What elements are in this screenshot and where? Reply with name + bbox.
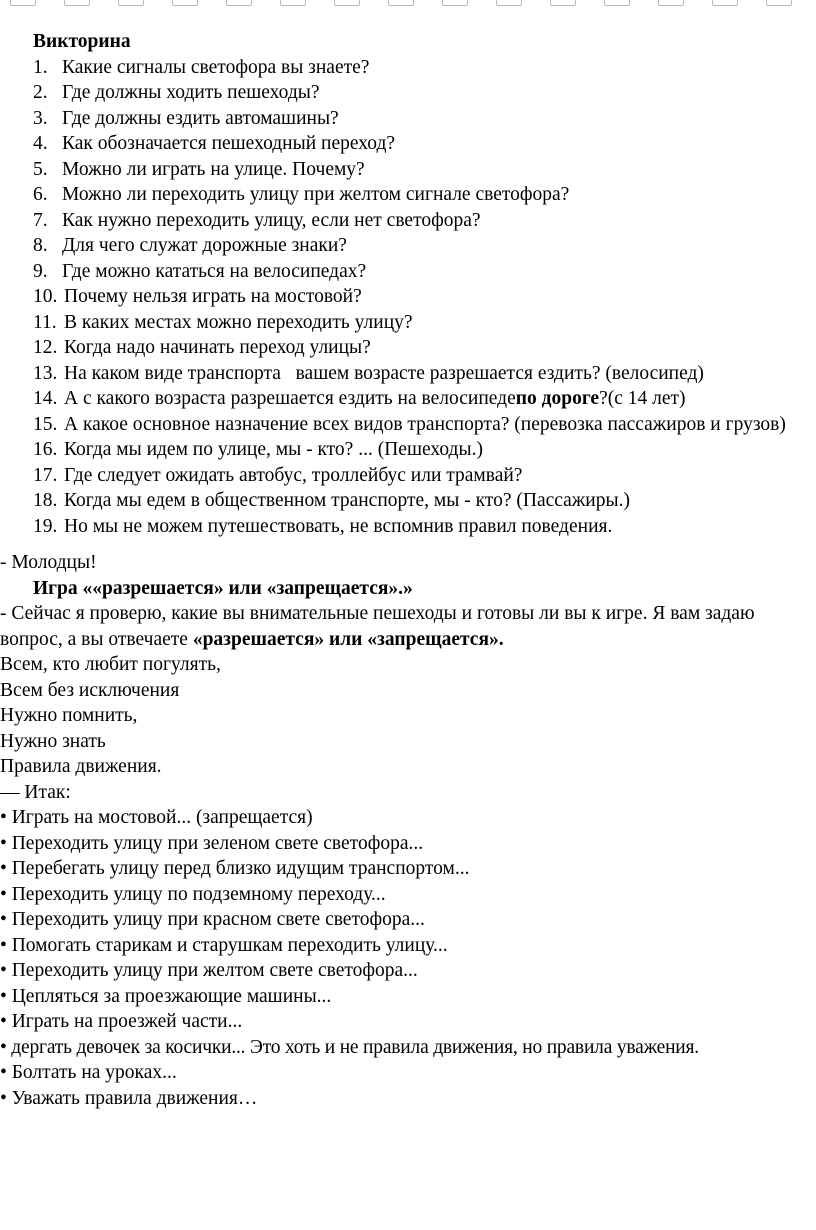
game-bullet-list	[0, 805, 816, 1111]
poem-block	[0, 652, 816, 780]
question-number: 13.	[33, 362, 58, 384]
question-text: Когда мы идем по улице, мы - кто? ... (Пешеходы.)	[64, 439, 483, 460]
question-text: А какое основное назначение всех видов транспорта? (перевозка пассажиров и грузов)	[64, 413, 786, 435]
quiz-question	[0, 131, 816, 157]
game-bullet-item: • дергать девочек за косички... Это хоть и не правила движения, но правила уважения.	[0, 1036, 699, 1058]
question-text: А с какого возраста разрешается ездить на велосипеде	[64, 388, 516, 409]
game-bullet-item: • Играть на проезжей части...	[0, 1011, 243, 1032]
game-title-text: Игра ««разрешается» или «запрещается».»	[33, 577, 413, 599]
question-text: Где следует ожидать автобус, троллейбус или трамвай?	[64, 464, 523, 486]
question-text: Но мы не можем путешествовать, не вспомнив правил поведения.	[64, 515, 613, 537]
praise-line: - Молодцы!	[0, 552, 97, 573]
poem-line: Всем без исключения	[0, 679, 180, 701]
question-number: 6.	[33, 184, 48, 205]
game-bullet-item: • Переходить улицу при красном свете светофора...	[0, 909, 425, 930]
question-text: Когда мы едем в общественном транспорте, мы - кто? (Пассажиры.)	[64, 490, 630, 511]
quiz-question	[0, 233, 816, 259]
game-bullet-item: • Цепляться за проезжающие машины...	[0, 985, 332, 1007]
question-text: На каком виде транспорта вашем возрасте разрешается ездить? (велосипед)	[64, 362, 704, 384]
question-number: 10.	[33, 286, 58, 307]
question-number: 7.	[33, 209, 48, 231]
question-number: 9.	[33, 260, 48, 282]
question-number: 18.	[33, 490, 58, 511]
question-number: 16.	[33, 439, 58, 460]
question-text: Можно ли переходить улицу при желтом сигнале светофора?	[62, 184, 570, 205]
poem-line: Правила движения.	[0, 756, 162, 777]
question-number: 5.	[33, 158, 48, 180]
question-text: Как обозначается пешеходный переход?	[62, 133, 396, 154]
question-text: Какие сигналы светофора вы знаете?	[62, 56, 370, 78]
quiz-question	[0, 284, 816, 310]
quiz-question	[0, 259, 816, 285]
question-number: 2.	[33, 82, 48, 103]
quiz-question-list	[0, 55, 816, 540]
question-text: Где можно кататься на велосипедах?	[62, 260, 367, 282]
question-text: Можно ли играть на улице. Почему?	[62, 158, 365, 180]
game-intro-paragraph	[0, 601, 816, 652]
game-intro-text: - Сейчас я проверю, какие вы внимательные пешеходы и готовы ли вы к игре. Я вам задаю вопрос, а вы отвечаете	[0, 603, 755, 650]
quiz-question	[0, 335, 816, 361]
paragraph-spacer	[0, 539, 816, 550]
page-top-edge-decoration	[0, 0, 816, 8]
quiz-question	[0, 80, 816, 106]
quiz-question	[0, 361, 816, 387]
question-text: Где должны ездить автомашины?	[62, 107, 339, 129]
quiz-question	[0, 55, 816, 81]
game-bullet-item: • Уважать правила движения…	[0, 1087, 258, 1109]
game-bullet-item: • Помогать старикам и старушкам переходить улицу...	[0, 934, 448, 956]
quiz-question	[0, 412, 816, 438]
question-number: 1.	[33, 56, 48, 78]
game-bullet-item: • Переходить улицу при желтом свете светофора...	[0, 960, 418, 981]
question-text: Где должны ходить пешеходы?	[62, 82, 320, 103]
quiz-question	[0, 514, 816, 540]
question-text: Для чего служат дорожные знаки?	[62, 235, 347, 256]
question-text: В каких местах можно переходить улицу?	[64, 311, 413, 333]
question-number: 4.	[33, 133, 48, 154]
so-line: — Итак:	[0, 781, 71, 803]
game-bullet-item: • Переходить улицу при зеленом свете светофора...	[0, 832, 424, 854]
question-text: Как нужно переходить улицу, если нет светофора?	[62, 209, 481, 231]
quiz-question	[0, 463, 816, 489]
game-bullet-item: • Болтать на уроках...	[0, 1062, 177, 1083]
question-text-bold: по дороге	[515, 388, 600, 409]
question-number: 15.	[33, 413, 58, 435]
poem-line: Нужно помнить,	[0, 705, 138, 726]
quiz-question	[0, 386, 816, 412]
quiz-question	[0, 182, 816, 208]
question-text: Почему нельзя играть на мостовой?	[64, 286, 362, 307]
quiz-question	[0, 437, 816, 463]
game-intro-bold: «разрешается» или «запрещается».	[192, 628, 504, 650]
question-number: 19.	[33, 515, 58, 537]
quiz-title: Викторина	[33, 31, 131, 52]
question-number: 17.	[33, 464, 58, 486]
poem-line: Всем, кто любит погулять,	[0, 654, 221, 675]
quiz-question	[0, 310, 816, 336]
game-bullet-item: • Играть на мостовой... (запрещается)	[0, 807, 313, 828]
question-text-tail: ?(с 14 лет)	[599, 388, 686, 409]
question-number: 8.	[33, 235, 48, 256]
quiz-question	[0, 488, 816, 514]
question-number: 14.	[33, 388, 58, 409]
game-bullet-item: • Переходить улицу по подземному переходу...	[0, 883, 386, 905]
question-number: 12.	[33, 337, 58, 358]
poem-line: Нужно знать	[0, 730, 106, 752]
question-text: Когда надо начинать переход улицы?	[64, 337, 371, 358]
game-bullet-item: • Перебегать улицу перед близко идущим транспортом...	[0, 858, 470, 879]
question-number: 11.	[33, 311, 57, 333]
quiz-question	[0, 208, 816, 234]
document-body	[0, 29, 816, 1111]
quiz-question	[0, 157, 816, 183]
quiz-question	[0, 106, 816, 132]
game-title	[0, 576, 816, 602]
question-number: 3.	[33, 107, 48, 129]
